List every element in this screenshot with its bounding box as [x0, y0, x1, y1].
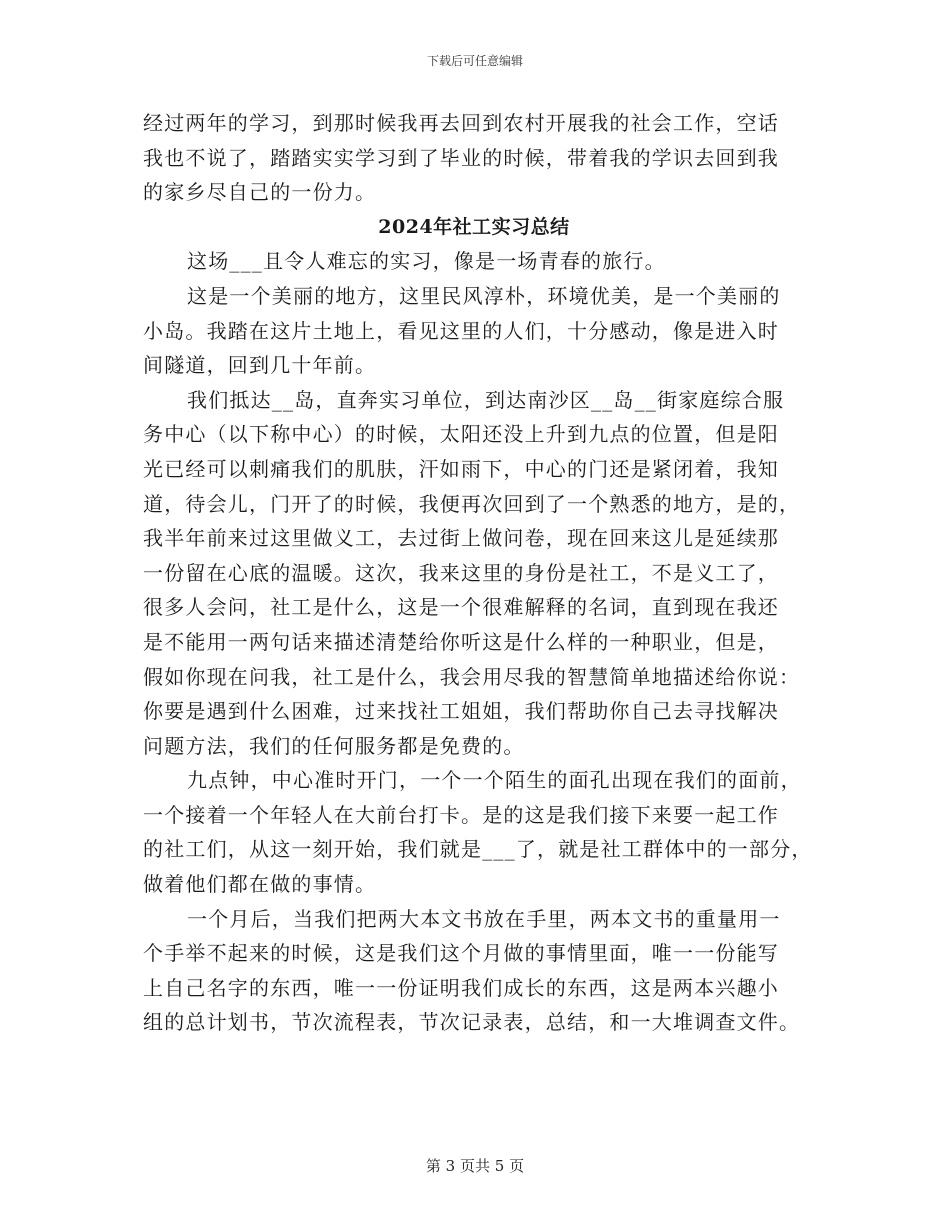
text-line: 一个接着一个年轻人在大前台打卡。是的这是我们接下来要一起工作 [143, 802, 779, 827]
document-title: 2024年社工实习总结 [378, 215, 570, 238]
text-line: 务中心（以下称中心）的时候，太阳还没上升到九点的位置，但是阳 [143, 422, 779, 447]
text-line: 上自己名字的东西，唯一一份证明我们成长的东西，这是两本兴趣小 [143, 975, 779, 1000]
text-line: 是不能用一两句话来描述清楚给你听这是什么样的一种职业，但是， [143, 629, 779, 654]
text-line: 一份留在心底的温暖。这次，我来这里的身份是社工，不是义工了， [143, 560, 779, 585]
text-line: 假如你现在问我，社工是什么，我会用尽我的智慧简单地描述给你说： [143, 664, 801, 689]
page-number: 第 3 页共 5 页 [425, 1157, 525, 1175]
text-line: 这场___且令人难忘的实习，像是一场青春的旅行。 [187, 249, 666, 274]
page-header: 下载后可任意编辑 [426, 54, 523, 68]
text-line: 的社工们，从这一刻开始，我们就是___了，就是社工群体中的一部分， [143, 837, 813, 862]
text-line: 间隧道，回到几十年前。 [143, 353, 377, 378]
text-line: 我们抵达__岛，直奔实习单位，到达南沙区__岛__街家庭综合服 [187, 387, 785, 412]
text-line: 小岛。我踏在这片土地上，看见这里的人们，十分感动，像是进入时 [143, 318, 779, 343]
text-line: 这是一个美丽的地方，这里民风淳朴，环境优美，是一个美丽的 [187, 283, 781, 308]
text-line: 很多人会问，社工是什么，这是一个很难解释的名词，直到现在我还 [143, 595, 779, 620]
text-line: 我半年前来过这里做义工，去过街上做问卷，现在回来这儿是延续那 [143, 526, 779, 551]
text-line: 一个月后，当我们把两大本文书放在手里，两本文书的重量用一 [187, 906, 781, 931]
text-line: 组的总计划书，节次流程表，节次记录表，总结，和一大堆调查文件。 [143, 1010, 801, 1035]
text-line: 经过两年的学习，到那时候我再去回到农村开展我的社会工作，空话 [143, 111, 779, 135]
text-line: 问题方法，我们的任何服务都是免费的。 [143, 733, 525, 758]
text-line: 光已经可以刺痛我们的肌肤，汗如雨下，中心的门还是紧闭着，我知 [143, 456, 779, 481]
document-body [143, 106, 815, 1040]
text-line: 做着他们都在做的事情。 [143, 872, 377, 897]
text-line: 道，待会儿，门开了的时候，我便再次回到了一个熟悉的地方，是的， [143, 491, 801, 516]
text-line: 个手举不起来的时候，这是我们这个月做的事情里面，唯一一份能写 [143, 941, 779, 966]
text-line: 我也不说了，踏踏实实学习到了毕业的时候，带着我的学识去回到我 [143, 145, 779, 170]
text-line: 九点钟，中心准时开门，一个一个陌生的面孔出现在我们的面前， [187, 768, 802, 793]
text-line: 的家乡尽自己的一份力。 [143, 180, 377, 205]
text-line: 你要是遇到什么困难，过来找社工姐姐，我们帮助你自己去寻找解决 [143, 699, 779, 724]
